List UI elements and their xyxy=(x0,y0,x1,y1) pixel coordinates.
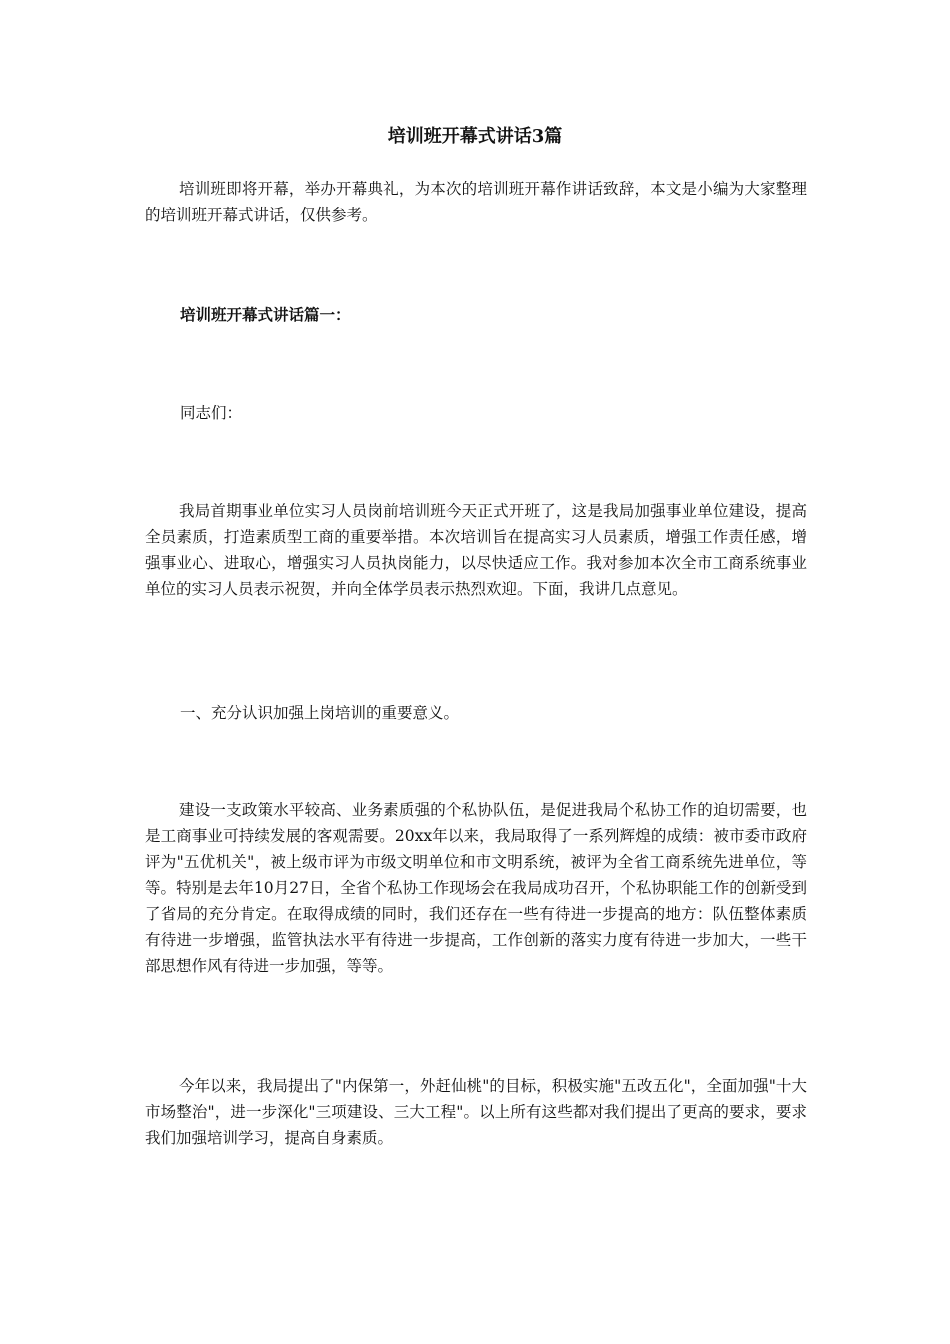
paragraph-3: 今年以来，我局提出了"内保第一，外赶仙桃"的目标，积极实施"五改五化"，全面加强"十大市场整治"，进一步深化"三项建设、三大工程"。以上所有这些都对我们提出了更高的要求，要求我们加强培训学习，提高自身素质。 xyxy=(145,1077,807,1147)
salutation: 同志们： xyxy=(180,404,243,422)
section-heading: 培训班开幕式讲话篇一： xyxy=(180,305,351,324)
point-heading-1: 一、充分认识加强上岗培训的重要意义。 xyxy=(180,704,460,722)
paragraph-1: 我局首期事业单位实习人员岗前培训班今天正式开班了，这是我局加强事业单位建设，提高全员素质，打造素质型工商的重要举措。本次培训旨在提高实习人员素质，增强工作责任感，增强事业心、进取心，增强实习人员执岗能力，以尽快适应工作。我对参加本次全市工商系统事业单位的实习人员表示祝贺，并向全体学员表示热烈欢迎。下面，我讲几点意见。 xyxy=(145,502,807,598)
intro-paragraph: 培训班即将开幕，举办开幕典礼，为本次的培训班开幕作讲话致辞，本文是小编为大家整理的培训班开幕式讲话，仅供参考。 xyxy=(145,180,807,224)
document-title: 培训班开幕式讲话3篇 xyxy=(387,126,563,147)
paragraph-2: 建设一支政策水平较高、业务素质强的个私协队伍，是促进我局个私协工作的迫切需要，也是工商事业可持续发展的客观需要。20xx年以来，我局取得了一系列辉煌的成绩：被市委市政府评为"五优机关"，被上级市评为市级文明单位和市文明系统，被评为全省工商系统先进单位，等等。特别是去年10月27日，全省个私协工作现场会在我局成功召开，个私协职能工作的创新受到了省局的充分肯定。在取得成绩的同时，我们还存在一些有待进一步提高的地方：队伍整体素质有待进一步增强，监管执法水平有待进一步提高，工作创新的落实力度有待进一步加大，一些干部思想作风有待进一步加强，等等。 xyxy=(145,801,807,975)
